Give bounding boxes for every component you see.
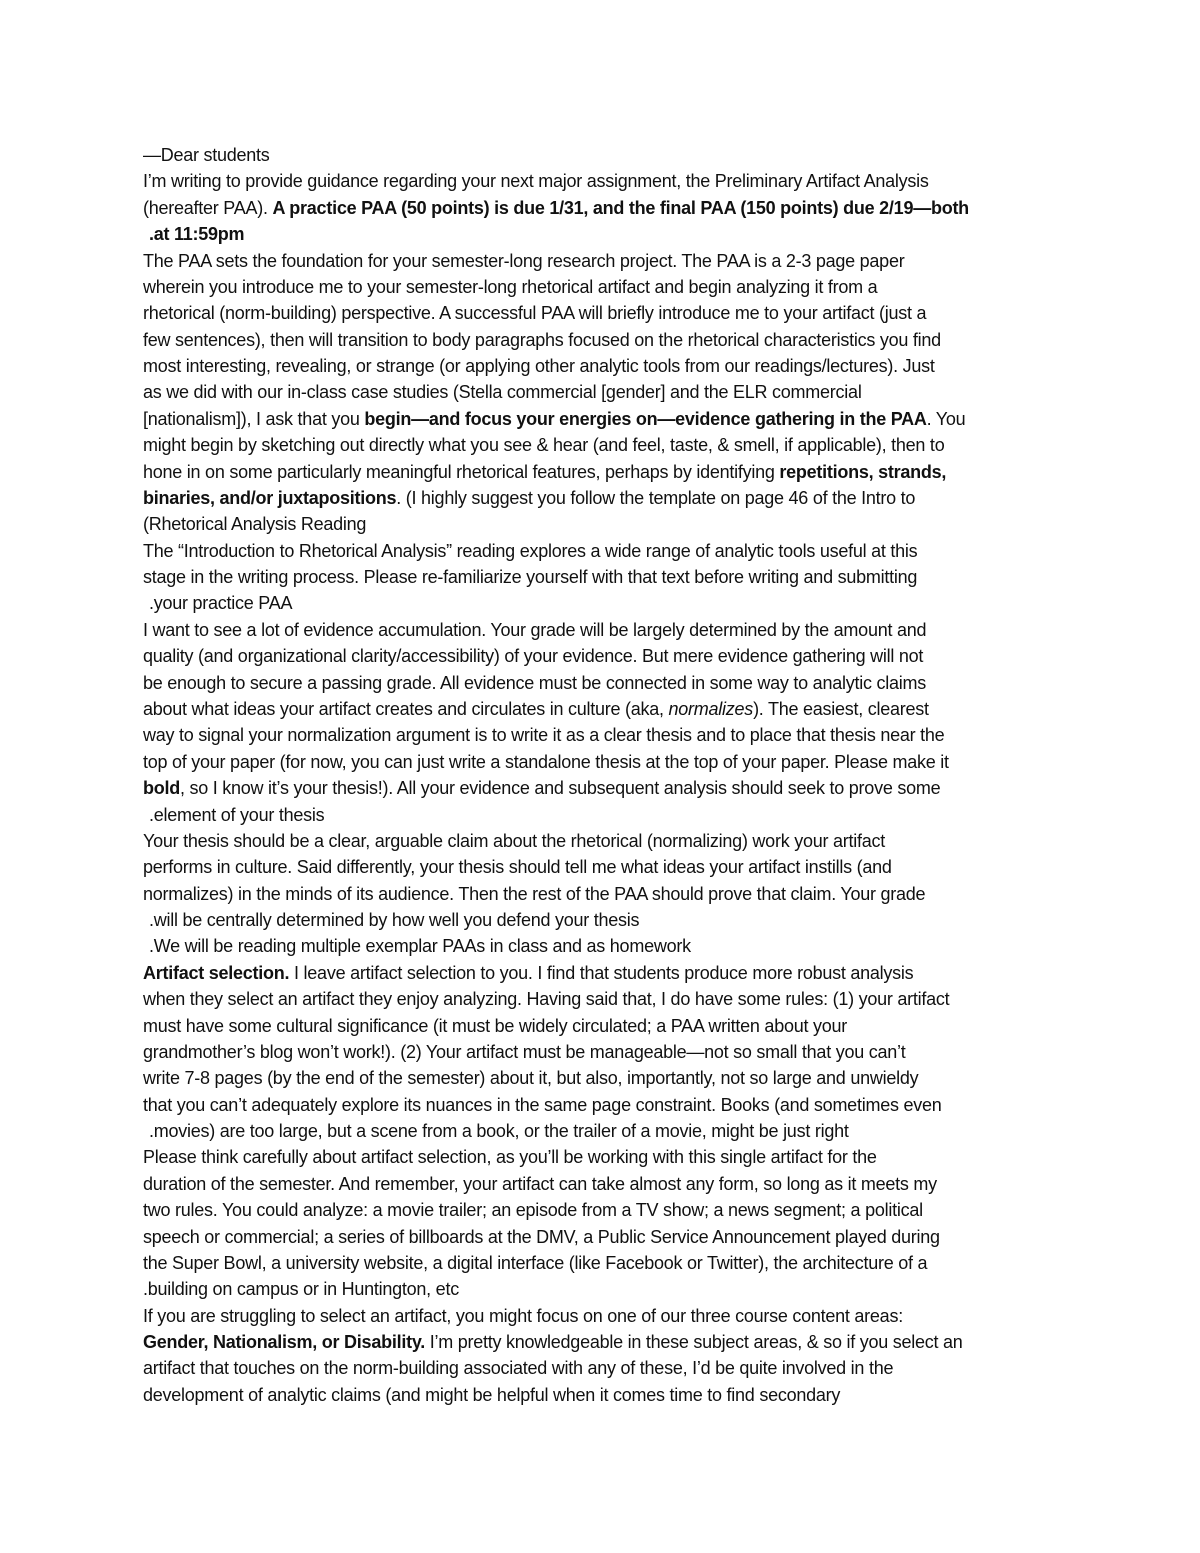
bold-text: A practice PAA (50 points) is due 1/31, and the final PAA (150 points) due 2/19—both	[272, 197, 969, 218]
text-run: If you are struggling to select an artifact, you might focus on one of our three course content areas:	[143, 1305, 903, 1326]
text-run: I’m pretty knowledgeable in these subject areas, & so if you select an	[425, 1332, 963, 1353]
text-line	[143, 672, 926, 694]
text-line	[143, 1252, 927, 1274]
text-run: .will be centrally determined by how well you defend your thesis	[149, 910, 640, 931]
text-run: ). The easiest, clearest	[753, 698, 929, 719]
text-line	[143, 276, 877, 298]
text-line	[143, 856, 892, 878]
text-line	[143, 962, 913, 984]
text-run: [nationalism]), I ask that you	[143, 408, 365, 429]
italic-text: normalizes	[668, 698, 754, 719]
text-run: . (I highly suggest you follow the template on page 46 of the Intro to	[396, 487, 916, 508]
text-line	[143, 724, 944, 746]
text-line	[143, 144, 270, 166]
text-line	[143, 302, 926, 324]
text-run: artifact that touches on the norm-building associated with any of these, I’d be quite involved in the	[143, 1358, 894, 1379]
text-run: I leave artifact selection to you. I find that students produce more robust analysis	[289, 962, 914, 983]
text-line	[143, 461, 946, 483]
text-line	[143, 1173, 937, 1195]
text-line	[143, 355, 935, 377]
text-line	[143, 329, 941, 351]
text-run: speech or commercial; a series of billboards at the DMV, a Public Service Announcement played during	[143, 1226, 940, 1247]
text-run: hone in on some particularly meaningful rhetorical features, perhaps by identifying	[143, 461, 780, 482]
text-line	[143, 777, 940, 799]
bold-text: .at 11:59pm	[149, 224, 245, 245]
text-run: most interesting, revealing, or strange (or applying other analytic tools from our readings/lectures). Just	[143, 356, 935, 377]
text-run: few sentences), then will transition to body paragraphs focused on the rhetorical characteristics you find	[143, 329, 941, 350]
text-run: grandmother’s blog won’t work!). (2) Your artifact must be manageable—not so small that you can’t	[143, 1041, 906, 1062]
text-line	[143, 197, 969, 219]
text-line	[143, 1067, 918, 1089]
text-line	[143, 751, 949, 773]
text-line	[143, 408, 965, 430]
text-run: The “Introduction to Rhetorical Analysis” reading explores a wide range of analytic tools useful at this	[143, 540, 918, 561]
text-run: I want to see a lot of evidence accumulation. Your grade will be largely determined by the amount and	[143, 619, 927, 640]
text-run: I’m writing to provide guidance regarding your next major assignment, the Preliminary Artifact Analysis	[143, 171, 929, 192]
text-run: development of analytic claims (and might be helpful when it comes time to find secondary	[143, 1384, 841, 1405]
text-run: Your thesis should be a clear, arguable claim about the rhetorical (normalizing) work your artifact	[143, 830, 885, 851]
text-run: as we did with our in-class case studies (Stella commercial [gender] and the ELR commercial	[143, 382, 862, 403]
text-line	[143, 645, 923, 667]
text-run: performs in culture. Said differently, your thesis should tell me what ideas your artifact instills (and	[143, 857, 892, 878]
text-line	[143, 250, 904, 272]
text-run: rhetorical (norm-building) perspective. A successful PAA will briefly introduce me to your artifact (just a	[143, 303, 927, 324]
text-run: duration of the semester. And remember, your artifact can take almost any form, so long as it meets my	[143, 1173, 937, 1194]
text-run: .building on campus or in Huntington, etc	[143, 1279, 459, 1300]
text-run: .We will be reading multiple exemplar PAAs in class and as homework	[149, 936, 691, 957]
text-run: (Rhetorical Analysis Reading	[143, 514, 367, 535]
text-line	[143, 883, 925, 905]
text-run: wherein you introduce me to your semester-long rhetorical artifact and begin analyzing it from a	[143, 276, 878, 297]
bold-text: begin—and focus your energies on—evidence gathering in the PAA	[364, 408, 927, 429]
text-line	[143, 1199, 923, 1221]
text-line	[143, 566, 917, 588]
text-run: top of your paper (for now, you can just write a standalone thesis at the top of your paper. Please make it	[143, 751, 949, 772]
text-run: might begin by sketching out directly what you see & hear (and feel, taste, & smell, if applicable), then to	[143, 435, 945, 456]
text-line	[143, 434, 944, 456]
text-line	[149, 935, 691, 957]
bold-text: repetitions, strands,	[779, 461, 947, 482]
text-run: the Super Bowl, a university website, a digital interface (like Facebook or Twitter), the architecture of a	[143, 1252, 928, 1273]
bold-text: bold	[143, 778, 180, 799]
text-run: .your practice PAA	[149, 593, 293, 614]
text-line	[149, 909, 639, 931]
text-line	[143, 619, 926, 641]
text-line	[143, 1384, 840, 1406]
bold-text: Artifact selection.	[143, 962, 290, 983]
text-line	[143, 1331, 963, 1353]
text-run: .element of your thesis	[149, 804, 325, 825]
text-run: .movies) are too large, but a scene from a book, or the trailer of a movie, might be just right	[149, 1121, 849, 1142]
text-run: . You	[926, 408, 966, 429]
text-run: be enough to secure a passing grade. All evidence must be connected in some way to analytic claims	[143, 672, 926, 693]
text-run: when they select an artifact they enjoy analyzing. Having said that, I do have some rules: (1) your artifact	[143, 989, 950, 1010]
text-line	[143, 830, 885, 852]
text-line	[149, 223, 244, 245]
text-line	[143, 487, 915, 509]
text-line	[143, 1305, 903, 1327]
text-line	[143, 988, 949, 1010]
text-run: must have some cultural significance (it must be widely circulated; a PAA written about your	[143, 1015, 847, 1036]
text-run: two rules. You could analyze: a movie trailer; an episode from a TV show; a news segment; a political	[143, 1200, 923, 1221]
text-run: The PAA sets the foundation for your semester-long research project. The PAA is a 2-3 page paper	[143, 250, 905, 271]
text-run: , so I know it’s your thesis!). All your evidence and subsequent analysis should seek to prove some	[180, 778, 941, 799]
text-run: write 7-8 pages (by the end of the semester) about it, but also, importantly, not so large and unwieldy	[143, 1068, 919, 1089]
text-line	[143, 1041, 906, 1063]
bold-text: binaries, and/or juxtapositions	[143, 487, 397, 508]
text-run: (hereafter PAA).	[143, 197, 273, 218]
text-line	[143, 1146, 877, 1168]
text-run: Please think carefully about artifact selection, as you’ll be working with this single artifact for the	[143, 1147, 877, 1168]
text-line	[143, 1015, 847, 1037]
text-line	[143, 381, 862, 403]
text-run: normalizes) in the minds of its audience. Then the rest of the PAA should prove that claim. Your grade	[143, 883, 926, 904]
text-run: about what ideas your artifact creates and circulates in culture (aka,	[143, 698, 669, 719]
text-line	[143, 540, 917, 562]
text-line	[149, 804, 324, 826]
text-run: —Dear students	[143, 145, 270, 165]
bold-text: Gender, Nationalism, or Disability.	[143, 1332, 425, 1353]
text-line	[143, 1278, 459, 1300]
text-line	[143, 1226, 940, 1248]
text-run: that you can’t adequately explore its nuances in the same page constraint. Books (and sometimes even	[143, 1094, 942, 1115]
text-line	[143, 698, 929, 720]
text-line	[143, 1094, 941, 1116]
text-line	[149, 592, 292, 614]
text-run: quality (and organizational clarity/accessibility) of your evidence. But mere evidence gathering will not	[143, 646, 924, 667]
text-run: stage in the writing process. Please re-familiarize yourself with that text before writing and submitting	[143, 567, 918, 588]
text-line	[143, 1357, 893, 1379]
text-run: way to signal your normalization argument is to write it as a clear thesis and to place that thesis near the	[143, 725, 945, 746]
text-line	[143, 170, 929, 192]
text-line	[149, 1120, 849, 1142]
text-line	[143, 513, 366, 535]
